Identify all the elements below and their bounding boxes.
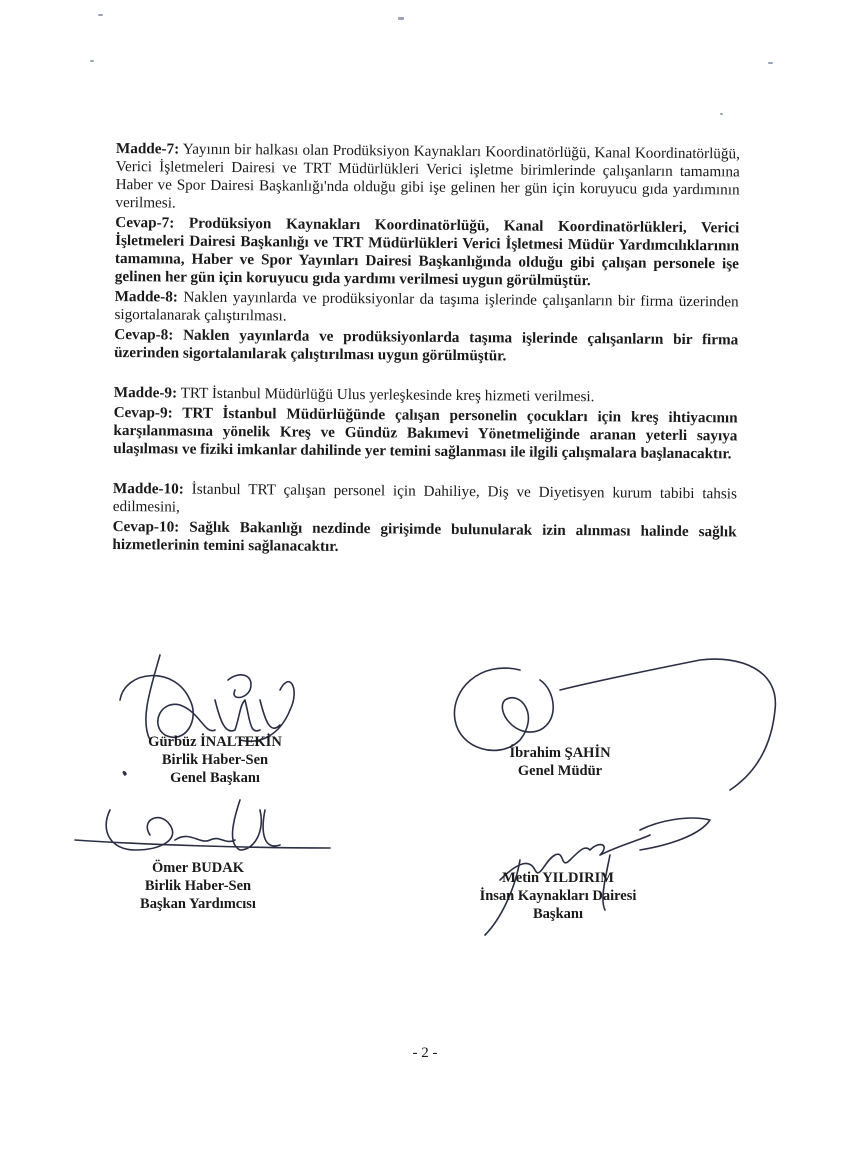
page-number: - 2 -	[412, 1045, 438, 1061]
signatory-name: Gürbüz İNALTEKİN	[148, 734, 282, 750]
scan-speck	[720, 113, 723, 115]
madde-10	[113, 480, 737, 521]
item-label: Madde-8:	[114, 287, 178, 306]
item-label: Madde-9:	[113, 383, 178, 402]
item-text: Sağlık Bakanlığı nezdinde girişimde bulunularak izin alınması halinde sağlık hizmetlerinin temini sağlanacaktır.	[112, 518, 737, 555]
signatory-name: İbrahim ŞAHİN	[509, 745, 611, 761]
scan-speck	[398, 17, 404, 20]
signatory-org: Birlik Haber-Sen	[161, 752, 269, 768]
item-label: Cevap-7:	[115, 213, 175, 232]
signature-inaltekin	[120, 655, 294, 741]
scan-speck	[90, 60, 94, 62]
signatory-title: Genel Müdür	[517, 763, 603, 779]
cevap-9	[113, 404, 737, 463]
scan-speck	[768, 62, 773, 64]
signatory-sahin	[485, 744, 635, 780]
cevap-8	[114, 326, 738, 367]
item-text: İstanbul TRT çalışan personel için Dahiliye, Diş ve Diyetisyen kurum tabibi tahsis edilmesini,	[112, 480, 738, 516]
cevap-10	[112, 518, 736, 559]
signatory-inaltekin	[130, 733, 300, 787]
cevap-7	[115, 214, 740, 291]
signatory-title: Başkan Yardımcısı	[140, 896, 256, 912]
item-text: Yayının bir halkası olan Prodüksiyon Kaynakları Koordinatörlüğü, Kanal Koordinatörlüğü, Verici İşletmeleri Dairesi ve TRT Müdürlükleri Verici işletme birimlerinde çalışanların tamamına Haber ve Spor Dairesi Başkanlığı'nda olduğu gibi işe gelinen her gün için koruyucu gıda yardımının verilmesi.	[115, 140, 740, 212]
item-label: Madde-7:	[115, 140, 180, 158]
item-label: Cevap-9:	[113, 403, 173, 422]
signatory-org: İnsan Kaynakları Dairesi	[479, 888, 637, 904]
madde-7	[115, 140, 740, 217]
signatory-name: Metin YILDIRIM	[502, 870, 614, 886]
item-text: Naklen yayınlarda ve prodüksiyonlarda taşıma işlerinde çalışanların bir firma üzerinden sigortalanılarak çalıştırılması uygun görülmüştür.	[114, 326, 739, 365]
signatory-org: Birlik Haber-Sen	[144, 878, 252, 894]
item-text: TRT İstanbul Müdürlüğünde çalışan personelin çocukları için kreş ihtiyacının karşılanmasına yönelik Kreş ve Gündüz Bakımevi Yönetmeliğinde aranan yeterli sayıya ulaşılması ve fiziki imkanlar dahilinde yer temini sağlanması ile ilgili çalışmalara başlanacaktır.	[113, 404, 738, 463]
scan-speck	[98, 14, 103, 16]
signatory-name: Ömer BUDAK	[152, 860, 244, 876]
item-label: Cevap-8:	[114, 325, 174, 344]
item-label: Madde-10:	[112, 479, 184, 498]
document-body	[112, 140, 740, 561]
madde-8	[114, 288, 738, 329]
item-text: TRT İstanbul Müdürlüğü Ulus yerleşkesinde kreş hizmeti verilmesi.	[180, 384, 595, 406]
item-label: Cevap-10:	[112, 517, 180, 536]
signatory-yildirim	[458, 869, 658, 923]
signatory-title: Başkanı	[533, 906, 583, 922]
item-text: Prodüksiyon Kaynakları Koordinatörlüğü, Kanal Koordinatörlükleri, Verici İşletmeleri Dairesi Başkanlığı ve TRT Müdürlükleri Verici İşletmesi Müdür Yardımcılıklarının tamamına, Haber ve Spor Yayınları Dairesi Başkanlığında olduğu gibi çalışan personele işe gelinen her gün için koruyucu gıda yardımı verilmesi uygun görülmüştür.	[114, 214, 740, 290]
signatory-title: Genel Başkanı	[170, 770, 260, 786]
signatory-budak	[108, 859, 288, 913]
item-text: Naklen yayınlarda ve prodüksiyonlar da taşıma işlerinde çalışanların bir firma üzerinden sigortalanarak çalıştırılması.	[114, 288, 739, 325]
